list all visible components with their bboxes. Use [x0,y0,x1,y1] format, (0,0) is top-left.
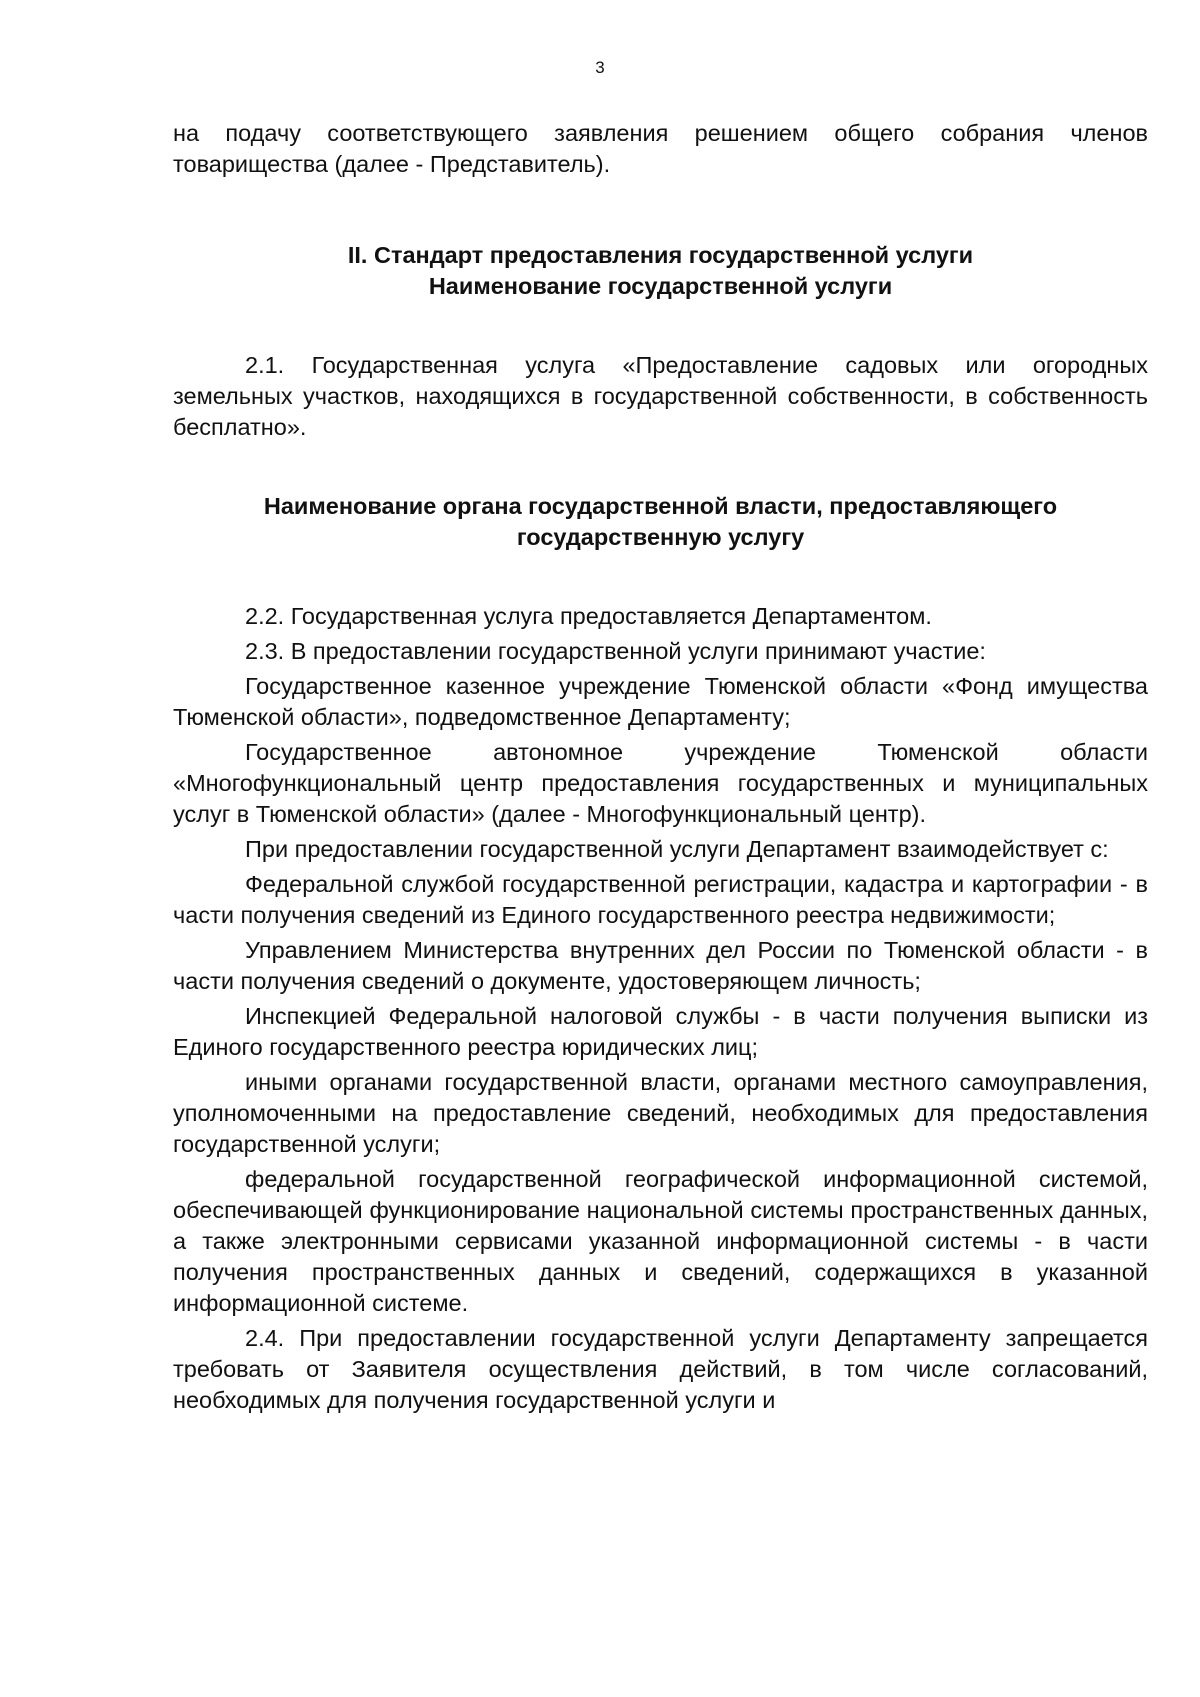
paragraph-fns: Инспекцией Федеральной налоговой службы - в части получения выписки из Единого государственного реестра юридических лиц; [173,1003,1148,1060]
paragraph-mfc: Государственное автономное учреждение Тюменской области «Многофункциональный центр предоставления государственных и муниципальных услуг в Тюменской области» (далее - Многофункциональный центр). [173,739,1148,827]
paragraph-fund: Государственное казенное учреждение Тюменской области «Фонд имущества Тюменской области», подведомственное Департаменту; [173,673,1148,730]
heading-line: Наименование органа государственной власти, предоставляющего [263,493,1058,519]
paragraph-rosreestr: Федеральной службой государственной регистрации, кадастра и картографии - в части получения сведений из Единого государственного реестра недвижимости; [173,871,1148,928]
paragraph-2-4: 2.4. При предоставлении государственной услуги Департаменту запрещается требовать от Заявителя осуществления действий, в том числе согласований, необходимых для получения государственной услуги и [173,1325,1148,1413]
heading-line: Наименование государственной услуги [428,273,893,299]
paragraph-mvd: Управлением Министерства внутренних дел России по Тюменской области - в части получения сведений о документе, удостоверяющем личность; [173,937,1148,994]
paragraph-other-bodies: иными органами государственной власти, органами местного самоуправления, уполномоченными на предоставление сведений, необходимых для предоставления государственной услуги; [173,1069,1148,1157]
page-number: 3 [595,58,605,77]
paragraph-2-3: 2.3. В предоставлении государственной услуги принимают участие: [245,638,986,664]
paragraph-interaction: При предоставлении государственной услуги Департамент взаимодействует с: [245,836,1109,862]
document-body [173,118,1148,1416]
section-heading-standard [173,240,1148,302]
paragraph-2-2: 2.2. Государственная услуга предоставляется Департаментом. [245,603,932,629]
paragraph-gis: федеральной государственной географической информационной системой, обеспечивающей функционирование национальной системы пространственных данных, а также электронными сервисами указанной информационной системы - в части получения пространственных данных и сведений, содержащихся в указанной информационной системе. [173,1166,1148,1316]
paragraph-2-1: 2.1. Государственная услуга «Предоставление садовых или огородных земельных участков, находящихся в государственной собственности, в собственность бесплатно». [173,352,1148,440]
heading-line: II. Стандарт предоставления государственной услуги [347,242,974,268]
section-heading-authority [173,491,1148,553]
paragraph-continuation: на подачу соответствующего заявления решением общего собрания членов товарищества (далее - Представитель). [173,120,1148,177]
heading-line: государственную услугу [516,524,805,550]
